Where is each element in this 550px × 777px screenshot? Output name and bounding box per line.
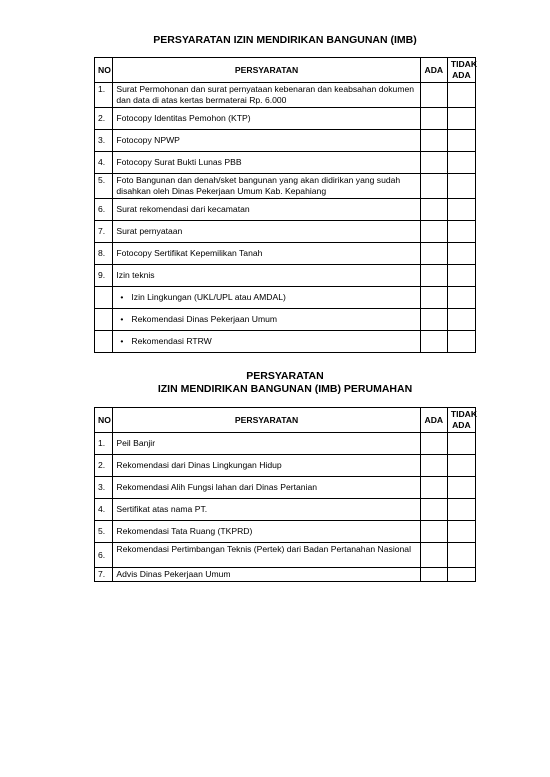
tidak-ada-checkbox-cell[interactable] bbox=[447, 174, 475, 199]
tidak-ada-checkbox-cell[interactable] bbox=[447, 287, 475, 309]
row-number: 7. bbox=[95, 221, 113, 243]
ada-checkbox-cell[interactable] bbox=[420, 309, 447, 331]
requirement-text: Surat pernyataan bbox=[113, 221, 420, 243]
header-tidak-ada: TIDAK ADA bbox=[447, 408, 475, 433]
table-row bbox=[95, 521, 476, 543]
row-number: 1. bbox=[95, 433, 113, 455]
header-requirement: PERSYARATAN bbox=[113, 58, 420, 83]
tidak-ada-checkbox-cell[interactable] bbox=[447, 83, 475, 108]
table-row bbox=[95, 433, 476, 455]
table-row bbox=[95, 568, 476, 582]
sub-item-text: Rekomendasi RTRW bbox=[131, 336, 212, 346]
sub-item-cell bbox=[113, 331, 420, 353]
ada-checkbox-cell[interactable] bbox=[420, 83, 447, 108]
tidak-ada-checkbox-cell[interactable] bbox=[447, 243, 475, 265]
table-row bbox=[95, 199, 476, 221]
sub-item-text: Izin Lingkungan (UKL/UPL atau AMDAL) bbox=[131, 292, 286, 302]
table-header-row bbox=[95, 408, 476, 433]
ada-checkbox-cell[interactable] bbox=[420, 499, 447, 521]
tidak-ada-checkbox-cell[interactable] bbox=[447, 152, 475, 174]
ada-checkbox-cell[interactable] bbox=[420, 477, 447, 499]
empty-number-cell bbox=[95, 287, 113, 309]
row-number: 7. bbox=[95, 568, 113, 582]
tidak-ada-checkbox-cell[interactable] bbox=[447, 455, 475, 477]
header-requirement: PERSYARATAN bbox=[113, 408, 420, 433]
empty-number-cell bbox=[95, 331, 113, 353]
requirement-text: Fotocopy NPWP bbox=[113, 130, 420, 152]
table-row bbox=[95, 221, 476, 243]
requirement-text: Rekomendasi dari Dinas Lingkungan Hidup bbox=[113, 455, 420, 477]
requirement-text: Foto Bangunan dan denah/sket bangunan yang akan didirikan yang sudah disahkan oleh Dinas Pekerjaan Umum Kab. Kepahiang bbox=[113, 174, 420, 199]
requirement-text: Peil Banjir bbox=[113, 433, 420, 455]
row-number: 4. bbox=[95, 499, 113, 521]
row-number: 2. bbox=[95, 108, 113, 130]
tidak-ada-checkbox-cell[interactable] bbox=[447, 309, 475, 331]
table-row-sub-item bbox=[95, 309, 476, 331]
row-number: 4. bbox=[95, 152, 113, 174]
ada-checkbox-cell[interactable] bbox=[420, 331, 447, 353]
table-row bbox=[95, 543, 476, 568]
table-row bbox=[95, 174, 476, 199]
tidak-ada-checkbox-cell[interactable] bbox=[447, 331, 475, 353]
tidak-ada-checkbox-cell[interactable] bbox=[447, 499, 475, 521]
ada-checkbox-cell[interactable] bbox=[420, 265, 447, 287]
row-number: 2. bbox=[95, 455, 113, 477]
ada-checkbox-cell[interactable] bbox=[420, 287, 447, 309]
ada-checkbox-cell[interactable] bbox=[420, 174, 447, 199]
tidak-ada-checkbox-cell[interactable] bbox=[447, 199, 475, 221]
row-number: 6. bbox=[95, 199, 113, 221]
header-no: NO bbox=[95, 408, 113, 433]
sub-item-cell bbox=[113, 309, 420, 331]
requirement-text: Fotocopy Sertifikat Kepemilikan Tanah bbox=[113, 243, 420, 265]
requirement-text: Rekomendasi Tata Ruang (TKPRD) bbox=[113, 521, 420, 543]
table-row bbox=[95, 152, 476, 174]
requirement-text: Rekomendasi Pertimbangan Teknis (Pertek) dari Badan Pertanahan Nasional bbox=[113, 543, 420, 568]
bullet-icon bbox=[120, 336, 131, 347]
bullet-icon bbox=[120, 292, 131, 303]
ada-checkbox-cell[interactable] bbox=[420, 521, 447, 543]
requirement-text: Rekomendasi Alih Fungsi lahan dari Dinas Pertanian bbox=[113, 477, 420, 499]
ada-checkbox-cell[interactable] bbox=[420, 543, 447, 568]
table-row bbox=[95, 243, 476, 265]
empty-number-cell bbox=[95, 309, 113, 331]
tidak-ada-checkbox-cell[interactable] bbox=[447, 221, 475, 243]
ada-checkbox-cell[interactable] bbox=[420, 568, 447, 582]
table-row bbox=[95, 477, 476, 499]
header-tidak-ada: TIDAK ADA bbox=[447, 58, 475, 83]
row-number: 8. bbox=[95, 243, 113, 265]
requirement-text: Surat rekomendasi dari kecamatan bbox=[113, 199, 420, 221]
requirement-text: Sertifikat atas nama PT. bbox=[113, 499, 420, 521]
table-row bbox=[95, 108, 476, 130]
requirement-text: Fotocopy Identitas Pemohon (KTP) bbox=[113, 108, 420, 130]
tidak-ada-checkbox-cell[interactable] bbox=[447, 265, 475, 287]
section2-title bbox=[94, 370, 476, 396]
table-row-sub-item bbox=[95, 287, 476, 309]
ada-checkbox-cell[interactable] bbox=[420, 199, 447, 221]
table-header-row bbox=[95, 58, 476, 83]
ada-checkbox-cell[interactable] bbox=[420, 243, 447, 265]
ada-checkbox-cell[interactable] bbox=[420, 152, 447, 174]
sub-item-cell bbox=[113, 287, 420, 309]
section2-title-line2: IZIN MENDIRIKAN BANGUNAN (IMB) PERUMAHAN bbox=[157, 383, 413, 395]
header-ada: ADA bbox=[420, 58, 447, 83]
ada-checkbox-cell[interactable] bbox=[420, 433, 447, 455]
tidak-ada-checkbox-cell[interactable] bbox=[447, 477, 475, 499]
tidak-ada-checkbox-cell[interactable] bbox=[447, 433, 475, 455]
row-number: 5. bbox=[95, 521, 113, 543]
tidak-ada-checkbox-cell[interactable] bbox=[447, 543, 475, 568]
table-row bbox=[95, 265, 476, 287]
section1-title: PERSYARATAN IZIN MENDIRIKAN BANGUNAN (IMB) bbox=[153, 34, 417, 46]
tidak-ada-checkbox-cell[interactable] bbox=[447, 521, 475, 543]
bullet-icon bbox=[120, 314, 131, 325]
row-number: 3. bbox=[95, 477, 113, 499]
row-number: 1. bbox=[95, 83, 113, 108]
row-number: 5. bbox=[95, 174, 113, 199]
requirement-text: Surat Permohonan dan surat pernyataan kebenaran dan keabsahan dokumen dan data di atas kertas bermaterai Rp. 6.000 bbox=[113, 83, 420, 108]
ada-checkbox-cell[interactable] bbox=[420, 221, 447, 243]
header-no: NO bbox=[95, 58, 113, 83]
ada-checkbox-cell[interactable] bbox=[420, 455, 447, 477]
imb-perumahan-requirements-table bbox=[94, 407, 476, 582]
row-number: 6. bbox=[95, 543, 113, 568]
header-ada: ADA bbox=[420, 408, 447, 433]
table-row bbox=[95, 83, 476, 108]
imb-requirements-table bbox=[94, 57, 476, 353]
row-number: 3. bbox=[95, 130, 113, 152]
table-row bbox=[95, 499, 476, 521]
section2-title-line1: PERSYARATAN bbox=[246, 370, 324, 382]
table-row bbox=[95, 455, 476, 477]
requirement-text: Fotocopy Surat Bukti Lunas PBB bbox=[113, 152, 420, 174]
requirement-text: Izin teknis bbox=[113, 265, 420, 287]
table-row bbox=[95, 130, 476, 152]
table-row-sub-item bbox=[95, 331, 476, 353]
sub-item-text: Rekomendasi Dinas Pekerjaan Umum bbox=[131, 314, 278, 324]
tidak-ada-checkbox-cell[interactable] bbox=[447, 108, 475, 130]
tidak-ada-checkbox-cell[interactable] bbox=[447, 568, 475, 582]
tidak-ada-checkbox-cell[interactable] bbox=[447, 130, 475, 152]
row-number: 9. bbox=[95, 265, 113, 287]
ada-checkbox-cell[interactable] bbox=[420, 130, 447, 152]
ada-checkbox-cell[interactable] bbox=[420, 108, 447, 130]
requirement-text: Advis Dinas Pekerjaan Umum bbox=[113, 568, 420, 582]
